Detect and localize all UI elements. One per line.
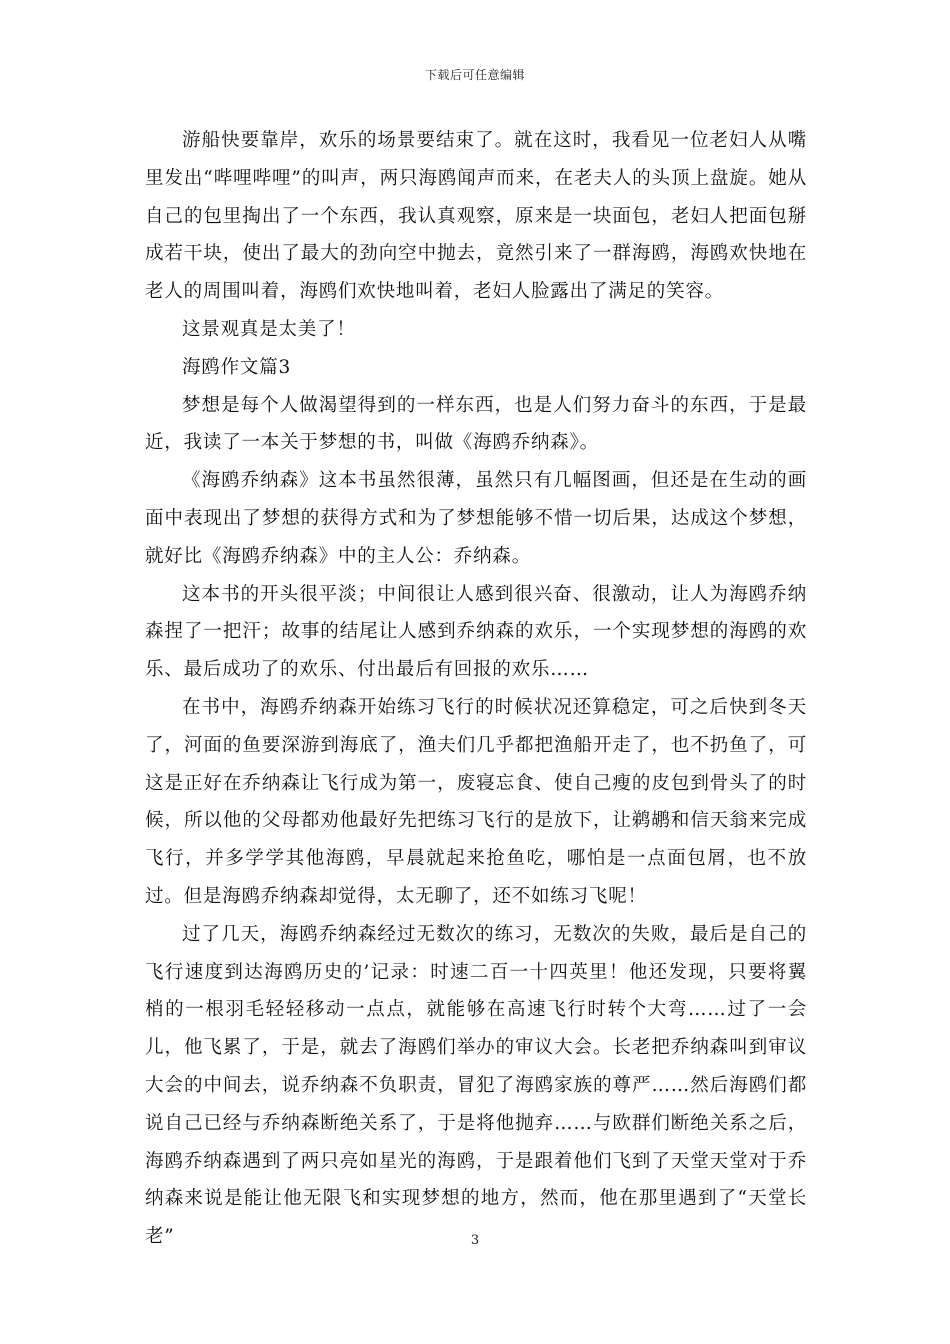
paragraph-6: 在书中，海鸥乔纳森开始练习飞行的时候状况还算稳定，可之后快到冬天了，河面的鱼要深游到海底了，渔夫们几乎都把渔船开走了，也不扔鱼了，可这是正好在乔纳森让飞行成为第一，废寝忘食、使自己瘦的皮包到骨头了的时候，所以他的父母都劝他最好先把练习飞行的是放下，让鹈鹕和信天翁来完成飞行，并多学学其他海鸥，早晨就起来抢鱼吃，哪怕是一点面包屑，也不放过。但是海鸥乔纳森却觉得，太无聊了，还不如练习飞呢！ [145,696,807,907]
paragraph-5: 这本书的开头很平淡；中间很让人感到很兴奋、很激动，让人为海鸥乔纳森捏了一把汗；故事的结尾让人感到乔纳森的欢乐，一个实现梦想的海鸥的欢乐、最后成功了的欢乐、付出最后有回报的欢乐…… [145,583,807,681]
paragraph-2: 这景观真是太美了！ [182,318,356,340]
page-number: 3 [470,1233,480,1248]
paragraph-1: 游船快要靠岸，欢乐的场景要结束了。就在这时，我看见一位老妇人从嘴里发出“哔哩哔哩”的叫声，两只海鸥闻声而来，在老夫人的头顶上盘旋。她从自己的包里掏出了一个东西，我认真观察，原来是一块面包，老妇人把面包掰成若干块，使出了最大的劲向空中抛去，竟然引来了一群海鸥，海鸥欢快地在老人的周围叫着，海鸥们欢快地叫着，老妇人脸露出了满足的笑容。 [145,130,807,303]
paragraph-7: 过了几天，海鸥乔纳森经过无数次的练习，无数次的失败，最后是自己的飞行速度到达海鸥历史的’记录：时速二百一十四英里！他还发现，只要将翼梢的一根羽毛轻轻移动一点点，就能够在高速飞行时转个大弯……过了一会儿，他飞累了，于是，就去了海鸥们举办的审议大会。长老把乔纳森叫到审议大会的中间去，说乔纳森不负职责，冒犯了海鸥家族的尊严……然后海鸥们都说自己已经与乔纳森断绝关系了，于是将他抛弃……与欧群们断绝关系之后，海鸥乔纳森遇到了两只亮如星光的海鸥，于是跟着他们飞到了天堂天堂对于乔纳森来说是能让他无限飞和实现梦想的地方，然而，他在那里遇到了“天堂长老” [145,923,807,1248]
section-heading: 海鸥作文篇3 [182,356,292,378]
document-body [145,122,807,1256]
paragraph-3: 梦想是每个人做渴望得到的一样东西，也是人们努力奋斗的东西，于是最近，我读了一本关于梦想的书，叫做《海鸥乔纳森》。 [145,394,807,454]
page-header: 下载后可任意编辑 [424,68,525,82]
paragraph-4: 《海鸥乔纳森》这本书虽然很薄，虽然只有几幅图画，但还是在生动的画面中表现出了梦想的获得方式和为了梦想能够不惜一切后果，达成这个梦想，就好比《海鸥乔纳森》中的主人公：乔纳森。 [145,470,807,567]
